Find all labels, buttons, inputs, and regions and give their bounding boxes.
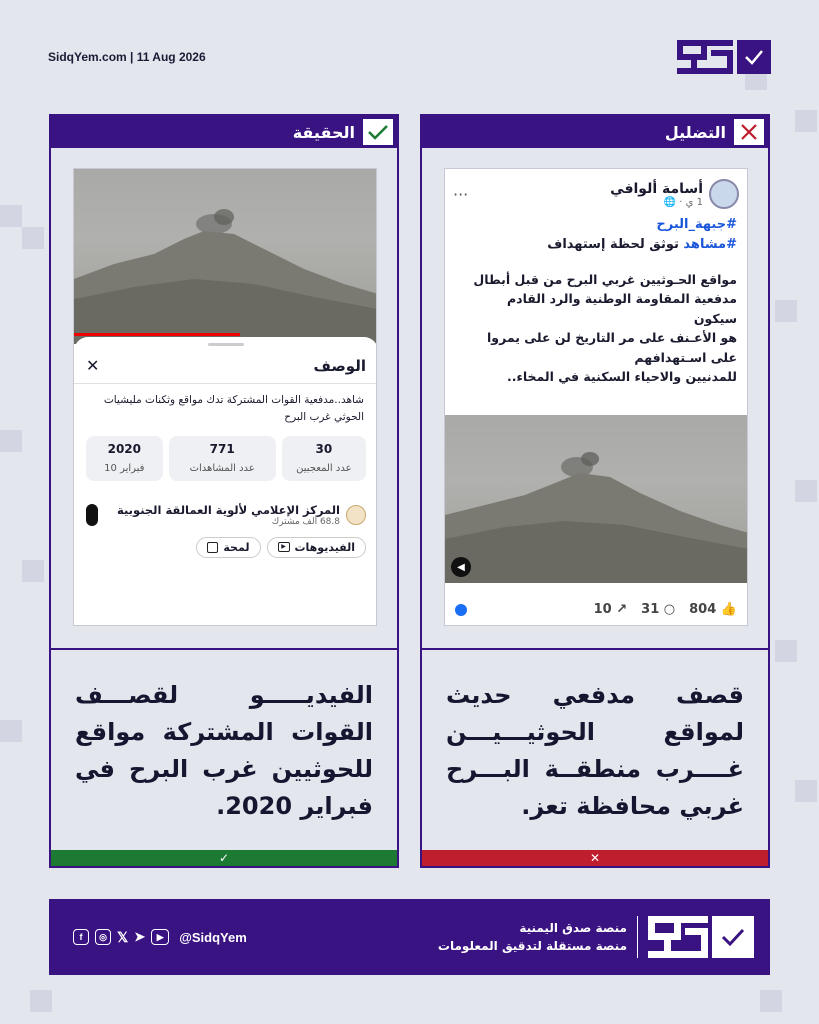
claim-footer xyxy=(422,850,768,866)
channel-row[interactable] xyxy=(74,487,377,531)
share-icon: ↗ xyxy=(616,602,628,617)
decor-pixel xyxy=(795,780,817,802)
decor-pixel xyxy=(795,480,817,502)
footer-check-icon xyxy=(712,916,754,958)
channel-name[interactable]: المركز الإعلامي لألوية العمالقة الجنوبية xyxy=(117,502,340,517)
truth-title: الحقيقة xyxy=(292,122,355,142)
like-icon: 👍 xyxy=(720,602,737,617)
source-and-date: SidqYem.com | 11 Aug 2026 xyxy=(48,50,206,64)
author-name[interactable]: أسامة ألوافي xyxy=(610,180,703,197)
shares-count[interactable]: 10 ↗ xyxy=(593,602,628,617)
check-icon: ✓ xyxy=(218,851,230,865)
truth-caption: الفيديـــــو لقصـــف القوات المشتركة مواقع للحوثيين غرب البرح في فبراير 2020. xyxy=(75,680,373,821)
decor-pixel xyxy=(0,205,22,227)
instagram-icon[interactable]: ◎ xyxy=(95,929,111,945)
close-icon[interactable]: ✕ xyxy=(86,356,100,375)
description-sheet xyxy=(74,337,377,626)
author-avatar[interactable] xyxy=(709,179,739,209)
x-mark-icon xyxy=(734,119,764,145)
claim-header xyxy=(422,116,768,148)
post-headline: #مشاهد توثق لحظة إستهداف xyxy=(547,236,737,252)
reaction-icon xyxy=(455,604,467,616)
decor-pixel xyxy=(760,990,782,1012)
more-options-icon[interactable]: ··· xyxy=(453,184,469,204)
footer-brand xyxy=(438,916,754,958)
claim-caption-box xyxy=(422,648,768,852)
youtube-screenshot xyxy=(73,168,377,626)
video-frame xyxy=(74,169,377,344)
decor-pixel xyxy=(0,720,22,742)
decor-pixel xyxy=(22,560,44,582)
post-time: 1 ي · 🌐 xyxy=(663,196,703,208)
truth-header xyxy=(51,116,397,148)
post-video[interactable] xyxy=(445,415,748,583)
telegram-icon[interactable]: ➤ xyxy=(134,929,146,944)
comment-icon: ○ xyxy=(663,602,676,617)
logo-wordmark xyxy=(677,40,733,74)
stat-views: 771 عدد المشاهدات xyxy=(169,436,276,481)
description-heading: الوصف xyxy=(313,356,366,375)
truth-caption-box xyxy=(51,648,397,852)
sound-icon[interactable]: ◀ xyxy=(451,557,471,577)
engagement-bar xyxy=(445,602,747,617)
subscribe-toggle[interactable] xyxy=(86,504,98,526)
check-icon xyxy=(363,119,393,145)
footer-logo xyxy=(637,916,754,958)
about-button[interactable]: لمحة xyxy=(196,537,260,558)
decor-pixel xyxy=(775,300,797,322)
social-handle[interactable]: @SidqYem xyxy=(179,929,247,945)
description-text: شاهد..مدفعية القوات المشتركة تدك مواقع وثكنات مليشيات الحوثي غرب البرح xyxy=(103,394,364,423)
claim-caption: قصف مدفعي حديث لمواقع الحوثيـــيـــن غــــرب منطقــة البـــرح غربي محافظة تعز. xyxy=(446,680,744,821)
decor-pixel xyxy=(795,110,817,132)
platform-tagline: منصة مستقلة لتدقيق المعلومات xyxy=(437,939,627,953)
comments-count[interactable]: 31 ○ xyxy=(641,602,676,617)
sheet-handle xyxy=(208,343,244,346)
claim-title: التضليل xyxy=(664,122,726,142)
likes-count[interactable]: 804 👍 xyxy=(689,602,737,617)
post-body: مواقع الحـوثيين غربي البرح من قبل أبطال مدفعية المقاومة الوطنية والرد القادم سيكون هو الأعـنف على مر التاريخ لن على يمروا على اسـتهدافهم للمدنيين والاحياء السكنية في المخاء.. xyxy=(473,272,737,384)
channel-subscribers: 68.8 ألف مشترك xyxy=(271,516,340,527)
x-mark-icon: ✕ xyxy=(589,851,601,865)
globe-icon: 🌐 xyxy=(663,196,677,208)
hashtag-scenes[interactable]: #مشاهد xyxy=(683,236,737,252)
stat-likes: 30 عدد المعجبين xyxy=(282,436,366,481)
stats-row xyxy=(74,430,377,487)
decor-pixel xyxy=(22,227,44,249)
decor-pixel xyxy=(0,430,22,452)
videos-button[interactable]: ▶ الفيديوهات xyxy=(267,537,367,558)
channel-avatar[interactable] xyxy=(346,505,366,525)
footer-bar xyxy=(49,899,770,975)
x-icon[interactable]: 𝕏 xyxy=(117,928,129,945)
hashtag-front[interactable]: #جبهة_البرح xyxy=(656,217,737,232)
video-icon: ▶ xyxy=(278,542,290,552)
footer-logo-wordmark xyxy=(648,916,708,958)
truth-panel xyxy=(49,114,399,868)
stat-date: 2020 10 فبراير xyxy=(86,436,163,481)
decor-pixel xyxy=(30,990,52,1012)
decor-pixel xyxy=(775,640,797,662)
social-links xyxy=(73,929,247,946)
logo-check-icon xyxy=(737,40,771,74)
facebook-icon[interactable]: f xyxy=(73,929,89,945)
profile-icon xyxy=(207,542,218,553)
claim-panel xyxy=(420,114,770,868)
platform-name: منصة صدق اليمنية xyxy=(519,921,627,935)
facebook-post xyxy=(444,168,748,626)
truth-footer xyxy=(51,850,397,866)
progress-bar xyxy=(74,333,240,336)
youtube-icon[interactable]: ▶ xyxy=(151,929,169,945)
brand-logo xyxy=(677,40,771,74)
